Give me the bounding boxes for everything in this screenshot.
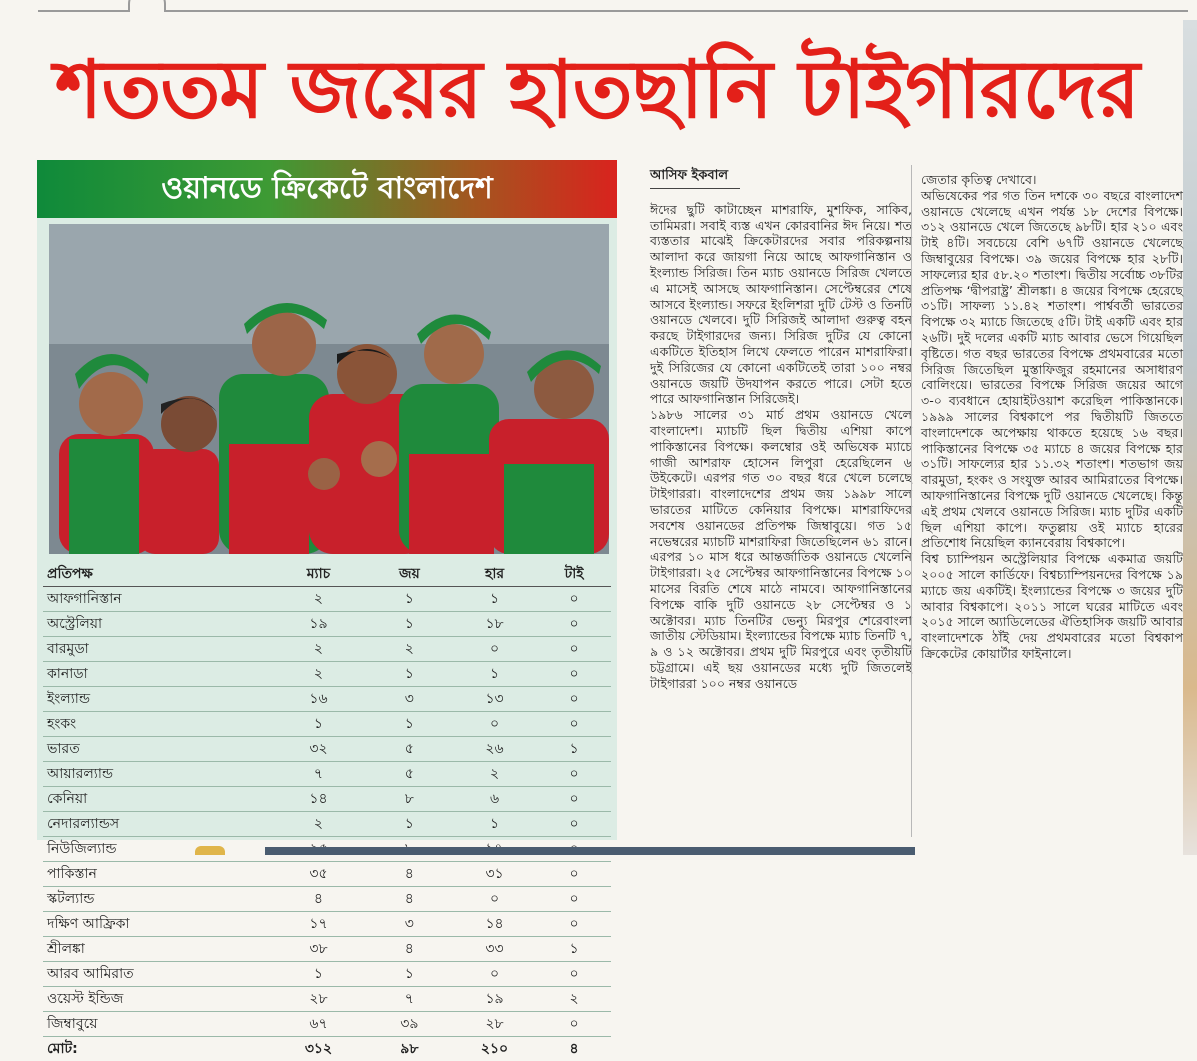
cell-losses: ০ — [452, 637, 537, 662]
cell-ties: ১ — [537, 937, 611, 962]
cell-wins: ১ — [367, 712, 452, 737]
cell-ties: ০ — [537, 862, 611, 887]
cell-matches: ৭ — [270, 762, 367, 787]
cell-wins: ৩ — [367, 687, 452, 712]
article-paragraph: অভিষেকের পর গত তিন দশকে ৩০ বছরে বাংলাদেশ ওয়ানডে খেলেছে এখন পর্যন্ত ১৮ দেশের বিপক্ষে। ৩১২ ওয়ানডে খেলে জিতেছে ৯৮টি। হার ২১০ এবং টাই ৪টি। সবচেয়ে বেশি ৬৭টি ওয়ানডে খেলেছে জিম্বাবুয়ের বিপক্ষে। ৩৯ জয়ের বিপক্ষে হার ২৮টি। সাফল্যের হার ৫৮.২০ শতাংশ। দ্বিতীয় সর্বোচ্চ ৩৮টির প্রতিপক্ষ ‘দ্বীপরাষ্ট্র’ শ্রীলঙ্কা। ৪ জয়ের বিপক্ষে হেরেছে ৩১টি। সাফল্য ১১.৪২ শতাংশ। পার্শ্ববর্তী ভারতের বিপক্ষে ৩২ ম্যাচে জিতেছে ৫টি। টাই একটি এবং হার ২৬টি। দুই দলের একটি ম্যাচ আবার ভেসে গিয়েছিল বৃষ্টিতে। গত বছর ভারতের বিপক্ষে প্রথমবারের মতো সিরিজ জিতেছিল মুস্তাফিজুর রহমানের অসাধারণ বোলিংয়ে। ভারতের বিপক্ষে সিরিজ জয়ের আগে ৩-০ ব্যবধানে হোয়াইটওয়াশ করেছিল পাকিস্তানকে। ১৯৯৯ সালের বিশ্বকাপে পর দ্বিতীয়টি জিততে বাংলাদেশকে অপেক্ষায় থাকতে হয়েছে ১৬ বছর। পাকিস্তানের বিপক্ষে ৩৫ ম্যাচে ৪ জয়ের বিপক্ষে হার ৩১টি। সাফল্যের হার ১১.৩২ শতাংশ। শতভাগ জয় বারমুডা, হংকং ও সংযুক্ত আরব আমিরাতের বিপক্ষে। আফগানিস্তানের বিপক্ষে দুটি ওয়ানডে খেলেছে। কিন্তু এই প্রথম খেলবে ওয়ানডে সিরিজ। ম্যাচ দুটির একটি ছিল এশিয়া কাপে। ফতুল্লায় ওই ম্যাচে হারের প্রতিশোধ নিয়েছিল ক্যানবেরায় বিশ্বকাপে। — [921, 188, 1183, 551]
cell-wins: ৪ — [367, 862, 452, 887]
cell-losses: ০ — [452, 887, 537, 912]
cell-opponent: কানাডা — [43, 662, 270, 687]
cell-opponent: শ্রীলঙ্কা — [43, 937, 270, 962]
cell-matches: ২ — [270, 662, 367, 687]
cell-opponent: ভারত — [43, 737, 270, 762]
table-row — [43, 587, 611, 612]
cell-opponent: আয়ারল্যান্ড — [43, 762, 270, 787]
total-label: মোট: — [43, 1037, 270, 1061]
table-row — [43, 1012, 611, 1037]
article-paragraph: জেতার কৃতিত্ব দেখাবে। — [921, 172, 1183, 188]
table-row — [43, 912, 611, 937]
cell-wins: ৩ — [367, 912, 452, 937]
article-paragraph: ঈদের ছুটি কাটাচ্ছেন মাশরাফি, মুশফিক, সাকিব, তামিমরা। সবাই ব্যস্ত এখন কোরবানির ঈদ নিয়ে। শত ব্যস্ততার মাঝেই ক্রিকেটারদের সবার পরিকল্পনায় আলাদা করে জায়গা নিয়ে আছে আফগানিস্তান ও ইংল্যান্ড সিরিজ। তিন ম্যাচ ওয়ানডে সিরিজ খেলতে এ মাসেই আসছে আফগানিস্তান। সেপ্টেম্বরের শেষে আসবে ইংল্যান্ড। সফরে ইংলিশরা দুটি টেস্ট ও তিনটি ওয়ানডে খেলবে। দুটি সিরিজই আলাদা গুরুত্ব বহন করছে টাইগারদের জন্য। সিরিজ দুটির যে কোনো একটিতে ইতিহাস লিখে ফেলতে পারেন মাশরাফিরা। দুই সিরিজের যে কোনো একটিতেই তারা ১০০ নম্বর ওয়ানডে জয়টি উদযাপন করতে পারে। সেটা হতে পারে আফগানিস্তান সিরিজেই। — [650, 202, 912, 407]
article-paragraph: ১৯৮৬ সালের ৩১ মার্চ প্রথম ওয়ানডে খেলে বাংলাদেশ। ম্যাচটি ছিল দ্বিতীয় এশিয়া কাপে পাকিস্তানের বিপক্ষে। কলম্বোর ওই অভিষেক ম্যাচে গাজী আশরাফ হোসেন লিপুরা হেরেছিলেন ৬ উইকেটে। এরপর গত ৩০ বছর ধরে খেলে চলেছে টাইগাররা। বাংলাদেশের প্রথম জয় ১৯৯৮ সালে ভারতের মাটিতে কেনিয়ার বিপক্ষে। মাশরাফিদের সবশেষ ওয়ানডের প্রতিপক্ষ জিম্বাবুয়ে। গত ১৫ নভেম্বরের ম্যাচটি মাশরাফিরা জিতেছিলেন ৬১ রানে। এরপর ১০ মাস ধরে আন্তর্জাতিক ওয়ানডে খেলেনি টাইগাররা। ২৫ সেপ্টেম্বর আফগানিস্তানের বিপক্ষে ১০ মাসের বিরতি শেষে মাঠে নামবে। আফগানিস্তানের বিপক্ষে বাকি দুটি ওয়ানডে ২৮ সেপ্টেম্বর ও ১ অক্টোবর। ম্যাচ তিনটির ভেন্যু মিরপুর শেরেবাংলা জাতীয় স্টেডিয়াম। ইংল্যান্ডের বিপক্ষে ম্যাচ তিনটি ৭, ৯ ও ১২ অক্টোবর। প্রথম দুটি মিরপুরে এবং তৃতীয়টি চট্টগ্রামে। এই ছয় ওয়ানডের মধ্যে দুটি জিতলেই টাইগাররা ১০০ নম্বর ওয়ানডে — [650, 407, 912, 691]
cell-losses: ১ — [452, 812, 537, 837]
table-total-row — [43, 1037, 611, 1061]
cell-matches: ২ — [270, 812, 367, 837]
cell-ties: ০ — [537, 637, 611, 662]
cell-ties: ০ — [537, 912, 611, 937]
cell-wins: ১ — [367, 662, 452, 687]
cell-matches: ১৭ — [270, 912, 367, 937]
cell-losses: ১ — [452, 587, 537, 612]
cell-wins: ৫ — [367, 737, 452, 762]
cell-opponent: জিম্বাবুয়ে — [43, 1012, 270, 1037]
header-matches: ম্যাচ — [270, 562, 367, 587]
cell-wins: ৫ — [367, 762, 452, 787]
cell-opponent: ইংল্যান্ড — [43, 687, 270, 712]
cell-losses: ১৪ — [452, 912, 537, 937]
cell-wins: ৩৯ — [367, 1012, 452, 1037]
cell-wins: ১ — [367, 962, 452, 987]
stats-panel — [37, 160, 617, 840]
byline-underline — [650, 188, 740, 189]
cell-opponent: নিউজিল্যান্ড — [43, 837, 270, 862]
cell-matches: ৩৫ — [270, 862, 367, 887]
panel-banner: ওয়ানডে ক্রিকেটে বাংলাদেশ — [37, 160, 617, 218]
cell-ties: ০ — [537, 587, 611, 612]
adjacent-page-edge — [1183, 20, 1197, 855]
cell-ties: ০ — [537, 762, 611, 787]
table-row — [43, 687, 611, 712]
table-row — [43, 862, 611, 887]
cell-losses: ১৩ — [452, 687, 537, 712]
total-matches: ৩১২ — [270, 1037, 367, 1061]
cell-matches: ১ — [270, 712, 367, 737]
cell-ties: ০ — [537, 887, 611, 912]
byline: আসিফ ইকবাল — [650, 168, 912, 184]
cell-losses: ২৬ — [452, 737, 537, 762]
cell-opponent: ওয়েস্ট ইন্ডিজ — [43, 987, 270, 1012]
cell-wins: ১ — [367, 587, 452, 612]
cell-losses: ১ — [452, 662, 537, 687]
table-row — [43, 812, 611, 837]
cell-matches: ৬৭ — [270, 1012, 367, 1037]
cell-opponent: দক্ষিণ আফ্রিকা — [43, 912, 270, 937]
cell-wins: ৮ — [367, 787, 452, 812]
cell-ties: ০ — [537, 787, 611, 812]
cell-losses: ২ — [452, 762, 537, 787]
table-row — [43, 662, 611, 687]
cell-opponent: অস্ট্রেলিয়া — [43, 612, 270, 637]
total-ties: ৪ — [537, 1037, 611, 1061]
odi-record-table — [43, 562, 611, 1061]
cell-ties: ০ — [537, 962, 611, 987]
cell-ties: ০ — [537, 687, 611, 712]
table-row — [43, 712, 611, 737]
cell-wins: ১ — [367, 812, 452, 837]
table-row — [43, 937, 611, 962]
cell-matches: ১৯ — [270, 612, 367, 637]
total-losses: ২১০ — [452, 1037, 537, 1061]
cell-opponent: পাকিস্তান — [43, 862, 270, 887]
bottom-ornament — [195, 846, 225, 855]
cell-opponent: স্কটল্যান্ড — [43, 887, 270, 912]
table-row — [43, 887, 611, 912]
cell-matches: ২ — [270, 637, 367, 662]
cell-ties: ০ — [537, 612, 611, 637]
cell-matches: ২ — [270, 587, 367, 612]
total-wins: ৯৮ — [367, 1037, 452, 1061]
cell-matches: ৪ — [270, 887, 367, 912]
cell-opponent: হংকং — [43, 712, 270, 737]
cell-losses: ২৮ — [452, 1012, 537, 1037]
header-wins: জয় — [367, 562, 452, 587]
header-losses: হার — [452, 562, 537, 587]
cell-ties: ০ — [537, 1012, 611, 1037]
table-row — [43, 762, 611, 787]
table-row — [43, 637, 611, 662]
cell-ties: ০ — [537, 812, 611, 837]
cell-ties: ০ — [537, 712, 611, 737]
cell-ties: ০ — [537, 662, 611, 687]
cell-wins: ৪ — [367, 887, 452, 912]
cell-wins: ৪ — [367, 937, 452, 962]
top-rule — [38, 0, 1188, 12]
cell-matches: ৩২ — [270, 737, 367, 762]
cell-losses: ১৮ — [452, 612, 537, 637]
cell-matches: ১৪ — [270, 787, 367, 812]
bottom-image-strip — [265, 847, 915, 855]
table-row — [43, 737, 611, 762]
cell-opponent: বারমুডা — [43, 637, 270, 662]
cell-matches: ৩৮ — [270, 937, 367, 962]
cell-opponent: আফগানিস্তান — [43, 587, 270, 612]
article-column-2 — [921, 172, 1183, 662]
cell-ties: ১ — [537, 737, 611, 762]
top-rule-circle — [128, 0, 166, 12]
cell-losses: ৬ — [452, 787, 537, 812]
cell-wins: ১ — [367, 612, 452, 637]
cell-losses: ৩৩ — [452, 937, 537, 962]
cell-opponent: নেদারল্যান্ডস — [43, 812, 270, 837]
cell-opponent: কেনিয়া — [43, 787, 270, 812]
column-divider — [911, 165, 912, 837]
table-header-row — [43, 562, 611, 587]
header-opponent: প্রতিপক্ষ — [43, 562, 270, 587]
article-paragraph: বিশ্ব চ্যাম্পিয়ন অস্ট্রেলিয়ার বিপক্ষে একমাত্র জয়টি ২০০৫ সালে কার্ডিফে। বিশ্বচ্যাম্পিয়নদের বিপক্ষে ১৯ ম্যাচে জয় একটিই। ইংল্যান্ডের বিপক্ষে ৩ জয়ের দুটি আবার বিশ্বকাপে। ২০১১ সালে ঘরের মাটিতে এবং ২০১৫ সালে অ্যাডিলেডের ঐতিহাসিক জয়টি আবার বাংলাদেশকে ঠাঁই দেয় প্রথমবারের মতো বিশ্বকাপ ক্রিকেটের কোয়ার্টার ফাইনালে। — [921, 551, 1183, 662]
header-ties: টাই — [537, 562, 611, 587]
cell-ties: ২ — [537, 987, 611, 1012]
photo-illustration — [49, 224, 609, 554]
table-row — [43, 962, 611, 987]
cell-opponent: আরব আমিরাত — [43, 962, 270, 987]
cell-losses: ০ — [452, 962, 537, 987]
headline: শততম জয়ের হাতছানি টাইগারদের — [32, 34, 1162, 144]
cell-wins: ২ — [367, 637, 452, 662]
cell-losses: ০ — [452, 712, 537, 737]
table-row — [43, 612, 611, 637]
cell-matches: ২৮ — [270, 987, 367, 1012]
team-celebration-photo — [49, 224, 609, 554]
table-row — [43, 987, 611, 1012]
table-row — [43, 787, 611, 812]
cell-matches: ১ — [270, 962, 367, 987]
cell-losses: ৩১ — [452, 862, 537, 887]
cell-matches: ১৬ — [270, 687, 367, 712]
cell-wins: ৭ — [367, 987, 452, 1012]
article-column-1 — [650, 168, 912, 692]
cell-losses: ১৯ — [452, 987, 537, 1012]
